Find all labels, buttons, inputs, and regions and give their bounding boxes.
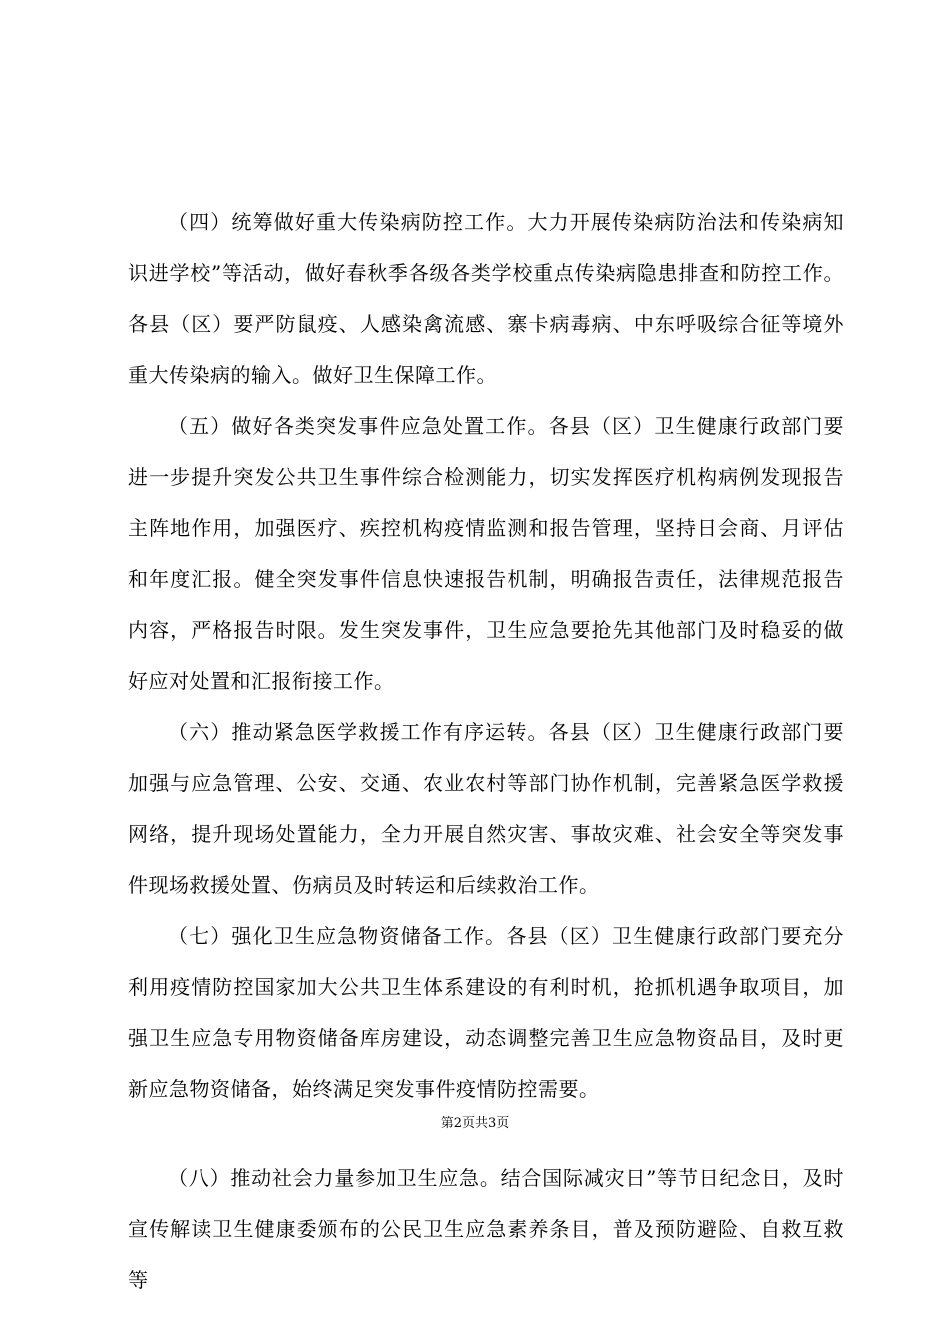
- page-footer: 第2页共3页: [440, 1116, 510, 1131]
- body-text-lower: [128, 1153, 844, 1306]
- paragraph-7: （七）强化卫生应急物资储备工作。各县（区）卫生健康行政部门要充分利用疫情防控国家加大公共卫生体系建设的有利时机，抢抓机遇争取项目，加强卫生应急专用物资储备库房建设，动态调整完善卫生应急物资品目，及时更新应急物资储备，始终满足突发事件疫情防控需要。: [128, 924, 844, 1101]
- body-text-upper: [128, 197, 844, 1115]
- paragraph-5: （五）做好各类突发事件应急处置工作。各县（区）卫生健康行政部门要进一步提升突发公共卫生事件综合检测能力，切实发挥医疗机构病例发现报告主阵地作用，加强医疗、疾控机构疫情监测和报告管理，坚持日会商、月评估和年度汇报。健全突发事件信息快速报告机制，明确报告责任，法律规范报告内容，严格报告时限。发生突发事件，卫生应急要抢先其他部门及时稳妥的做好应对处置和汇报衔接工作。: [128, 414, 844, 693]
- paragraph-8: （八）推动社会力量参加卫生应急。结合国际减灾日”等节日纪念日，及时宣传解读卫生健康委颁布的公民卫生应急素养条目，普及预防避险、自救互救等: [128, 1166, 844, 1292]
- paragraph-4: （四）统筹做好重大传染病防控工作。大力开展传染病防治法和传染病知识进学校”等活动，做好春秋季各级各类学校重点传染病隐患排查和防控工作。各县（区）要严防鼠疫、人感染禽流感、寨卡病毒病、中东呼吸综合征等境外重大传染病的输入。做好卫生保障工作。: [128, 210, 844, 387]
- paragraph-6: （六）推动紧急医学救援工作有序运转。各县（区）卫生健康行政部门要加强与应急管理、公安、交通、农业农村等部门协作机制，完善紧急医学救援网络，提升现场处置能力，全力开展自然灾害、事故灾难、社会安全等突发事件现场救援处置、伤病员及时转运和后续救治工作。: [128, 720, 844, 897]
